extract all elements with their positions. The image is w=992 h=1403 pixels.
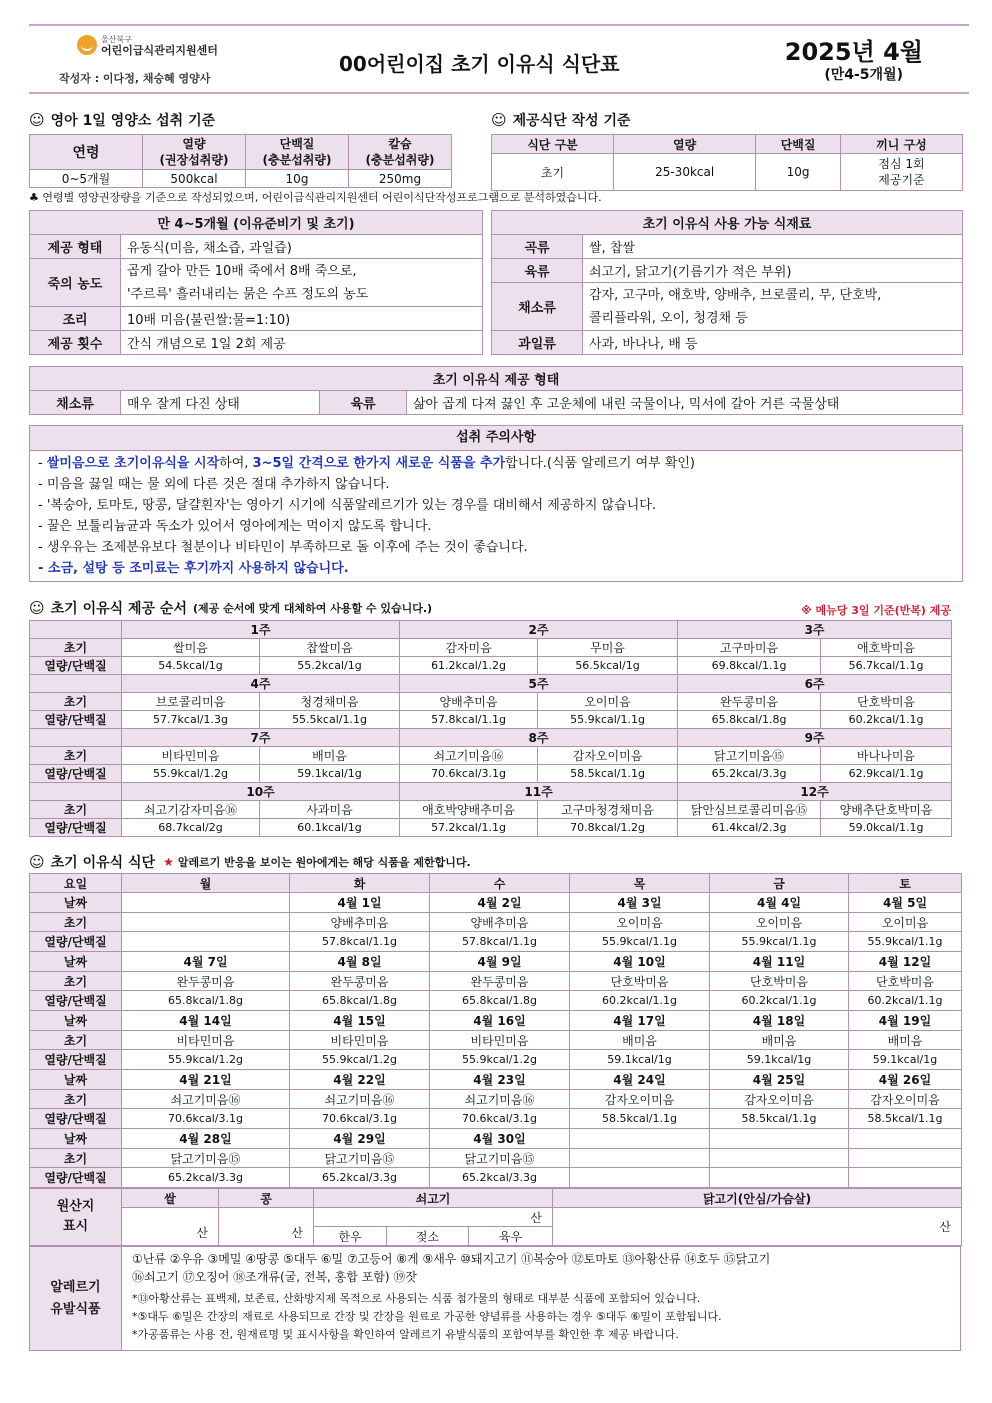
order-week: 7주 — [122, 729, 400, 747]
order-meal: 닭안심브로콜리미음⑮ — [678, 801, 821, 819]
day-header: 목 — [570, 874, 710, 893]
club-icon: ♣ — [29, 191, 39, 204]
caution-line: - 꿀은 보툴리늄균과 독소가 있어서 영아에게는 먹이지 않도록 합니다. — [38, 519, 432, 534]
menu-nutrition: 55.9kcal/1.2g — [290, 1050, 430, 1070]
menu-meal: 배미음 — [710, 1031, 849, 1050]
order-meal: 완두콩미음 — [678, 693, 821, 711]
order-meal: 감자오이미음 — [538, 747, 678, 765]
standard-heading: ☺ 제공식단 작성 기준 — [491, 111, 631, 129]
menu-meal: 양배추미음 — [290, 913, 430, 932]
menu-date: 4월 28일 — [122, 1129, 290, 1149]
meal-label: 초기 — [30, 1149, 122, 1168]
date-label: 날짜 — [30, 1011, 122, 1031]
menu-date: 4월 26일 — [849, 1070, 962, 1090]
author: 작성자 : 이다정, 채승혜 영양사 — [59, 72, 211, 85]
order-nutrition: 61.2kcal/1.2g — [400, 657, 538, 675]
form-meat-value: 삶아 곱게 다져 끓인 후 고운체에 내린 국물이나, 믹서에 갈아 거른 국물상태 — [407, 391, 963, 415]
origin-beef-value: 산 — [314, 1208, 553, 1227]
menu-nutrition: 57.8kcal/1.1g — [290, 932, 430, 952]
order-week: 5주 — [400, 675, 678, 693]
order-nutrition: 69.8kcal/1.1g — [678, 657, 821, 675]
menu-meal: 비타민미음 — [290, 1031, 430, 1050]
allergy-note: *가공품류는 사용 전, 원재료명 및 표시사항을 확인하여 알레르기 유발식품의 포함여부를 확인한 후 제공 바랍니다. — [132, 1328, 679, 1341]
menu-meal: 배미음 — [849, 1031, 962, 1050]
order-blank — [30, 729, 122, 747]
order-meal: 찹쌀미음 — [260, 639, 400, 657]
menu-meal: 완두콩미음 — [430, 972, 570, 991]
col-meal: 끼니 구성 — [840, 135, 962, 154]
menu-nutrition: 58.5kcal/1.1g — [570, 1109, 710, 1129]
order-meal: 바나나미음 — [821, 747, 952, 765]
caution-box — [29, 425, 963, 582]
nut-label: 열량/단백질 — [30, 991, 122, 1011]
order-nut-label: 열량/단백질 — [30, 819, 122, 837]
ingredient-value: 쌀, 찹쌀 — [583, 235, 963, 259]
form-meat-label: 육류 — [320, 391, 407, 415]
order-meal: 닭고기미음⑮ — [678, 747, 821, 765]
order-nutrition: 56.7kcal/1.1g — [821, 657, 952, 675]
menu-date: 4월 3일 — [570, 893, 710, 913]
order-meal: 쇠고기감자미음⑯ — [122, 801, 260, 819]
header — [29, 26, 969, 94]
form-table — [29, 366, 963, 415]
order-week: 10주 — [122, 783, 400, 801]
val-protein: 10g — [246, 170, 349, 188]
order-nutrition: 68.7kcal/2g — [122, 819, 260, 837]
beef-type: 젖소 — [387, 1227, 469, 1246]
menu-date: 4월 11일 — [710, 952, 849, 972]
menu-heading: ☺ 초기 이유식 식단 ★ 알레르기 반응을 보이는 원아에게는 해당 식품을 제한합니다. — [29, 853, 471, 871]
allergy-table — [29, 1246, 961, 1351]
val-calcium: 250mg — [349, 170, 452, 188]
order-nutrition: 55.5kcal/1.1g — [260, 711, 400, 729]
order-heading: ☺ 초기 이유식 제공 순서 (제공 순서에 맞게 대체하여 사용할 수 있습니다.) — [29, 599, 433, 617]
info-value: 곱게 갈아 만든 10배 죽에서 8배 죽으로, '주르륵' 흘러내리는 묽은 수프 정도의 농도 — [121, 259, 483, 307]
col-energy: 열량 (권장섭취량) — [143, 135, 246, 170]
order-meal: 배미음 — [260, 747, 400, 765]
date-label: 날짜 — [30, 1070, 122, 1090]
caution-line: - '복숭아, 토마토, 땅콩, 달걀흰자'는 영아기 시기에 식품알레르기가 있는 경우를 대비해서 제공하지 않습니다. — [38, 498, 656, 513]
menu-date — [570, 1129, 710, 1149]
allergy-label: 알레르기 유발식품 — [30, 1247, 122, 1351]
order-nutrition: 58.5kcal/1.1g — [538, 765, 678, 783]
menu-date: 4월 1일 — [290, 893, 430, 913]
nut-label: 열량/단백질 — [30, 1050, 122, 1070]
menu-date: 4월 2일 — [430, 893, 570, 913]
menu-meal — [570, 1149, 710, 1168]
order-nutrition: 60.1kcal/1g — [260, 819, 400, 837]
nut-label: 열량/단백질 — [30, 932, 122, 952]
allergy-note: *⑤대두 ⑥밀은 간장의 재료로 사용되므로 간장 및 간장을 원료로 가공한 양념류를 사용하는 경우 ⑤대두 ⑥밀이 포함됩니다. — [132, 1310, 722, 1323]
order-heading-row — [29, 596, 969, 620]
order-nutrition: 70.8kcal/1.2g — [538, 819, 678, 837]
menu-meal: 닭고기미음⑮ — [122, 1149, 290, 1168]
smile-icon: ☺ — [29, 853, 45, 871]
meal-label: 초기 — [30, 972, 122, 991]
menu-nutrition: 60.2kcal/1.1g — [710, 991, 849, 1011]
menu-nutrition: 60.2kcal/1.1g — [570, 991, 710, 1011]
menu-meal: 오이미음 — [849, 913, 962, 932]
order-meal-label: 초기 — [30, 693, 122, 711]
menu-meal: 단호박미음 — [849, 972, 962, 991]
info-table — [29, 210, 483, 355]
smile-icon: ☺ — [491, 111, 507, 129]
menu-meal: 쇠고기미음⑯ — [430, 1090, 570, 1109]
menu-sub: 알레르기 반응을 보이는 원아에게는 해당 식품을 제한합니다. — [177, 856, 471, 869]
day-header: 수 — [430, 874, 570, 893]
menu-meal — [849, 1149, 962, 1168]
order-nutrition: 62.9kcal/1.1g — [821, 765, 952, 783]
menu-meal: 닭고기미음⑮ — [290, 1149, 430, 1168]
caution-line: - 소금, 설탕 등 조미료는 후기까지 사용하지 않습니다. — [38, 561, 349, 576]
menu-meal: 쇠고기미음⑯ — [290, 1090, 430, 1109]
menu-date: 4월 10일 — [570, 952, 710, 972]
caution-line: - 쌀미음으로 초기이유식을 시작하여, 3~5일 간격으로 한가지 새로운 식품을 추가합니다.(식품 알레르기 여부 확인) — [38, 456, 696, 471]
order-week: 4주 — [122, 675, 400, 693]
order-nutrition: 56.5kcal/1g — [538, 657, 678, 675]
menu-meal: 닭고기미음⑮ — [430, 1149, 570, 1168]
menu-meal — [710, 1149, 849, 1168]
menu-meal: 쇠고기미음⑯ — [122, 1090, 290, 1109]
allergy-list: ①난류 ②우유 ③메밀 ④땅콩 ⑤대두 ⑥밀 ⑦고등어 ⑧게 ⑨새우 ⑩돼지고기 ⑪복숭아 ⑫토마토 ⑬아황산류 ⑭호두 ⑮닭고기 — [132, 1252, 771, 1266]
standard-table — [491, 134, 963, 191]
order-meal: 오이미음 — [538, 693, 678, 711]
menu-date: 4월 29일 — [290, 1129, 430, 1149]
menu-nutrition: 65.8kcal/1.8g — [290, 991, 430, 1011]
menu-nutrition: 65.2kcal/3.3g — [290, 1168, 430, 1188]
val-energy: 500kcal — [143, 170, 246, 188]
info-heading: 만 4~5개월 (이유준비기 및 초기) — [30, 211, 483, 235]
menu-date — [710, 1129, 849, 1149]
menu-date: 4월 23일 — [430, 1070, 570, 1090]
menu-meal: 배미음 — [570, 1031, 710, 1050]
col-age: 연령 — [30, 135, 143, 170]
menu-meal: 감자오이미음 — [570, 1090, 710, 1109]
info-label: 조리 — [30, 307, 121, 331]
footnote: ♣ 연령별 영양권장량을 기준으로 작성되었으며, 어린이급식관리지원센터 어린이식단작성프로그램으로 분석하였습니다. — [29, 191, 602, 204]
col-calcium: 칼슘 (충분섭취량) — [349, 135, 452, 170]
menu-nutrition: 58.5kcal/1.1g — [849, 1109, 962, 1129]
order-meal-label: 초기 — [30, 747, 122, 765]
info-value: 10배 미음(불린쌀:물=1:10) — [121, 307, 483, 331]
order-blank — [30, 783, 122, 801]
menu-nutrition: 65.8kcal/1.8g — [122, 991, 290, 1011]
order-week: 8주 — [400, 729, 678, 747]
order-meal: 애호박미음 — [821, 639, 952, 657]
origin-chicken-value: 산 — [553, 1208, 962, 1246]
order-meal: 애호박양배추미음 — [400, 801, 538, 819]
menu-nutrition: 55.9kcal/1.1g — [710, 932, 849, 952]
order-nut-label: 열량/단백질 — [30, 657, 122, 675]
day-header: 화 — [290, 874, 430, 893]
center-logo — [77, 34, 218, 56]
menu-nutrition — [849, 1168, 962, 1188]
menu-date — [122, 893, 290, 913]
logo-sub: 울산북구 — [101, 35, 132, 44]
order-meal: 브로콜리미음 — [122, 693, 260, 711]
beef-type: 육우 — [469, 1227, 553, 1246]
info-label: 제공 형태 — [30, 235, 121, 259]
order-meal: 무미음 — [538, 639, 678, 657]
order-nutrition: 65.2kcal/3.3g — [678, 765, 821, 783]
menu-date: 4월 21일 — [122, 1070, 290, 1090]
menu-date: 4월 5일 — [849, 893, 962, 913]
order-blank — [30, 675, 122, 693]
order-nut-label: 열량/단백질 — [30, 711, 122, 729]
order-blank — [30, 621, 122, 639]
order-nutrition: 55.2kcal/1g — [260, 657, 400, 675]
menu-date — [849, 1129, 962, 1149]
menu-date: 4월 4일 — [710, 893, 849, 913]
day-header: 월 — [122, 874, 290, 893]
meal-label: 초기 — [30, 1090, 122, 1109]
menu-meal — [122, 913, 290, 932]
ingredient-label: 육류 — [492, 259, 583, 283]
ingredient-value: 쇠고기, 닭고기(기름기가 적은 부위) — [583, 259, 963, 283]
day-header: 토 — [849, 874, 962, 893]
allergy-list: ⑯쇠고기 ⑰오징어 ⑱조개류(굴, 전복, 홍합 포함) ⑲잣 — [132, 1270, 417, 1284]
menu-meal: 완두콩미음 — [290, 972, 430, 991]
menu-date: 4월 15일 — [290, 1011, 430, 1031]
menu-date: 4월 19일 — [849, 1011, 962, 1031]
menu-nutrition: 55.9kcal/1.1g — [849, 932, 962, 952]
allergy-content — [122, 1247, 961, 1351]
ingredients-table — [491, 210, 963, 355]
info-label: 죽의 농도 — [30, 259, 121, 307]
order-meal: 청경채미음 — [260, 693, 400, 711]
smile-logo-icon — [77, 35, 97, 55]
val-age: 0~5개월 — [30, 170, 143, 188]
nutrition-table — [29, 134, 452, 188]
info-value: 유동식(미음, 채소즙, 과일즙) — [121, 235, 483, 259]
order-nutrition: 59.0kcal/1.1g — [821, 819, 952, 837]
caution-heading: 섭취 주의사항 — [30, 426, 962, 451]
ingredient-label: 곡류 — [492, 235, 583, 259]
menu-nutrition: 65.8kcal/1.8g — [430, 991, 570, 1011]
val-meal: 점심 1회 제공기준 — [840, 154, 962, 191]
val-type: 초기 — [492, 154, 614, 191]
caution-line: - 미음을 끓일 때는 물 외에 다른 것은 절대 추가하지 않습니다. — [38, 477, 390, 492]
order-nutrition: 61.4kcal/2.3g — [678, 819, 821, 837]
ingredient-label: 채소류 — [492, 283, 583, 331]
order-week: 2주 — [400, 621, 678, 639]
info-value: 간식 개념으로 1일 2회 제공 — [121, 331, 483, 355]
form-heading: 초기 이유식 제공 형태 — [30, 367, 963, 391]
origin-label: 원산지 표시 — [30, 1189, 122, 1246]
ingredient-label: 과일류 — [492, 331, 583, 355]
order-nutrition: 65.8kcal/1.8g — [678, 711, 821, 729]
order-meal: 비타민미음 — [122, 747, 260, 765]
menu-nutrition: 65.2kcal/3.3g — [122, 1168, 290, 1188]
menu-nutrition: 59.1kcal/1g — [570, 1050, 710, 1070]
menu-nutrition: 70.6kcal/3.1g — [290, 1109, 430, 1129]
col-energy: 열량 — [614, 135, 756, 154]
date-label: 날짜 — [30, 893, 122, 913]
origin-rice: 쌀 — [122, 1189, 219, 1208]
col-protein: 단백질 — [756, 135, 841, 154]
order-meal: 감자미음 — [400, 639, 538, 657]
menu-meal: 오이미음 — [710, 913, 849, 932]
order-nutrition: 57.8kcal/1.1g — [400, 711, 538, 729]
origin-bean: 콩 — [219, 1189, 314, 1208]
order-week: 6주 — [678, 675, 952, 693]
nutrition-heading: ☺ 영아 1일 영양소 섭취 기준 — [29, 111, 216, 129]
smile-icon: ☺ — [29, 599, 45, 617]
menu-date: 4월 9일 — [430, 952, 570, 972]
nut-label: 열량/단백질 — [30, 1109, 122, 1129]
page — [29, 26, 969, 1351]
order-meal-label: 초기 — [30, 801, 122, 819]
menu-nutrition: 55.9kcal/1.2g — [430, 1050, 570, 1070]
order-sub: (제공 순서에 맞게 대체하여 사용할 수 있습니다.) — [192, 602, 433, 615]
order-table — [29, 620, 952, 837]
order-week: 1주 — [122, 621, 400, 639]
menu-nutrition: 70.6kcal/3.1g — [122, 1109, 290, 1129]
menu-date: 4월 12일 — [849, 952, 962, 972]
origin-bean-value: 산 — [219, 1208, 314, 1246]
meal-label: 초기 — [30, 913, 122, 932]
info-label: 제공 횟수 — [30, 331, 121, 355]
order-meal-label: 초기 — [30, 639, 122, 657]
menu-nutrition: 58.5kcal/1.1g — [710, 1109, 849, 1129]
menu-meal: 단호박미음 — [570, 972, 710, 991]
order-note: ※ 메뉴당 3일 기준(반복) 제공 — [801, 604, 951, 617]
beef-type: 한우 — [314, 1227, 387, 1246]
order-nutrition: 55.9kcal/1.2g — [122, 765, 260, 783]
menu-date: 4월 18일 — [710, 1011, 849, 1031]
menu-date: 4월 24일 — [570, 1070, 710, 1090]
menu-nutrition: 55.9kcal/1.1g — [570, 932, 710, 952]
order-meal: 쇠고기미음⑯ — [400, 747, 538, 765]
menu-nutrition: 57.8kcal/1.1g — [430, 932, 570, 952]
menu-date: 4월 25일 — [710, 1070, 849, 1090]
order-meal: 양배추단호박미음 — [821, 801, 952, 819]
order-nutrition: 57.7kcal/1.3g — [122, 711, 260, 729]
order-nutrition: 55.9kcal/1.1g — [538, 711, 678, 729]
val-protein: 10g — [756, 154, 841, 191]
order-meal: 사과미음 — [260, 801, 400, 819]
menu-nutrition — [710, 1168, 849, 1188]
age-range: (만4-5개월) — [824, 67, 903, 83]
menu-meal: 감자오이미음 — [849, 1090, 962, 1109]
origin-table — [29, 1188, 962, 1246]
origin-chicken: 닭고기(안심/가슴살) — [553, 1189, 962, 1208]
menu-nutrition: 60.2kcal/1.1g — [849, 991, 962, 1011]
order-week: 9주 — [678, 729, 952, 747]
menu-table — [29, 873, 962, 1188]
col-type: 식단 구분 — [492, 135, 614, 154]
caution-line: - 생우유는 조제분유보다 철분이나 비타민이 부족하므로 돌 이후에 주는 것이 좋습니다. — [38, 540, 528, 555]
menu-date: 4월 22일 — [290, 1070, 430, 1090]
star-icon: ★ — [163, 855, 174, 869]
menu-date: 4월 17일 — [570, 1011, 710, 1031]
menu-meal: 단호박미음 — [710, 972, 849, 991]
order-meal: 고구마미음 — [678, 639, 821, 657]
order-meal: 쌀미음 — [122, 639, 260, 657]
nut-label: 열량/단백질 — [30, 1168, 122, 1188]
order-nutrition: 54.5kcal/1g — [122, 657, 260, 675]
order-meal: 양배추미음 — [400, 693, 538, 711]
smile-icon: ☺ — [29, 111, 45, 129]
order-nutrition: 60.2kcal/1.1g — [821, 711, 952, 729]
date-label: 날짜 — [30, 952, 122, 972]
order-nutrition: 57.2kcal/1.1g — [400, 819, 538, 837]
order-week: 12주 — [678, 783, 952, 801]
order-nutrition: 70.6kcal/3.1g — [400, 765, 538, 783]
menu-nutrition: 59.1kcal/1g — [710, 1050, 849, 1070]
order-nutrition: 59.1kcal/1g — [260, 765, 400, 783]
menu-nutrition: 65.2kcal/3.3g — [430, 1168, 570, 1188]
menu-nutrition — [122, 932, 290, 952]
menu-nutrition: 55.9kcal/1.2g — [122, 1050, 290, 1070]
allergy-note: *⑬아황산류는 표백제, 보존료, 산화방지제 목적으로 사용되는 식품 첨가물의 형태로 대부분 식품에 포함되어 있습니다. — [132, 1292, 701, 1305]
menu-date: 4월 8일 — [290, 952, 430, 972]
menu-date: 4월 14일 — [122, 1011, 290, 1031]
order-week: 3주 — [678, 621, 952, 639]
menu-meal: 감자오이미음 — [710, 1090, 849, 1109]
menu-nutrition: 59.1kcal/1g — [849, 1050, 962, 1070]
page-title: 00어린이집 초기 이유식 식단표 — [339, 52, 620, 76]
menu-nutrition: 70.6kcal/3.1g — [430, 1109, 570, 1129]
day-header-label: 요일 — [30, 874, 122, 893]
logo-main: 어린이급식관리지원센터 — [101, 44, 218, 57]
meal-label: 초기 — [30, 1031, 122, 1050]
menu-date: 4월 7일 — [122, 952, 290, 972]
origin-rice-value: 산 — [122, 1208, 219, 1246]
form-veg-value: 매우 잘게 다진 상태 — [121, 391, 320, 415]
menu-meal: 완두콩미음 — [122, 972, 290, 991]
ingredient-value: 사과, 바나나, 배 등 — [583, 331, 963, 355]
order-meal: 고구마청경채미음 — [538, 801, 678, 819]
col-protein: 단백질 (충분섭취량) — [246, 135, 349, 170]
year-month: 2025년 4월 — [784, 38, 923, 66]
ingredients-heading: 초기 이유식 사용 가능 식재료 — [492, 211, 963, 235]
order-week: 11주 — [400, 783, 678, 801]
menu-meal: 비타민미음 — [430, 1031, 570, 1050]
day-header: 금 — [710, 874, 849, 893]
menu-meal: 비타민미음 — [122, 1031, 290, 1050]
form-veg-label: 채소류 — [30, 391, 121, 415]
ingredient-value: 감자, 고구마, 애호박, 양배추, 브로콜리, 무, 단호박, 콜리플라워, 오이, 청경채 등 — [583, 283, 963, 331]
origin-beef: 쇠고기 — [314, 1189, 553, 1208]
menu-date: 4월 30일 — [430, 1129, 570, 1149]
menu-nutrition — [570, 1168, 710, 1188]
date-label: 날짜 — [30, 1129, 122, 1149]
menu-date: 4월 16일 — [430, 1011, 570, 1031]
caution-list — [30, 451, 962, 581]
order-nut-label: 열량/단백질 — [30, 765, 122, 783]
order-meal: 단호박미음 — [821, 693, 952, 711]
menu-meal: 오이미음 — [570, 913, 710, 932]
menu-meal: 양배추미음 — [430, 913, 570, 932]
val-energy: 25-30kcal — [614, 154, 756, 191]
